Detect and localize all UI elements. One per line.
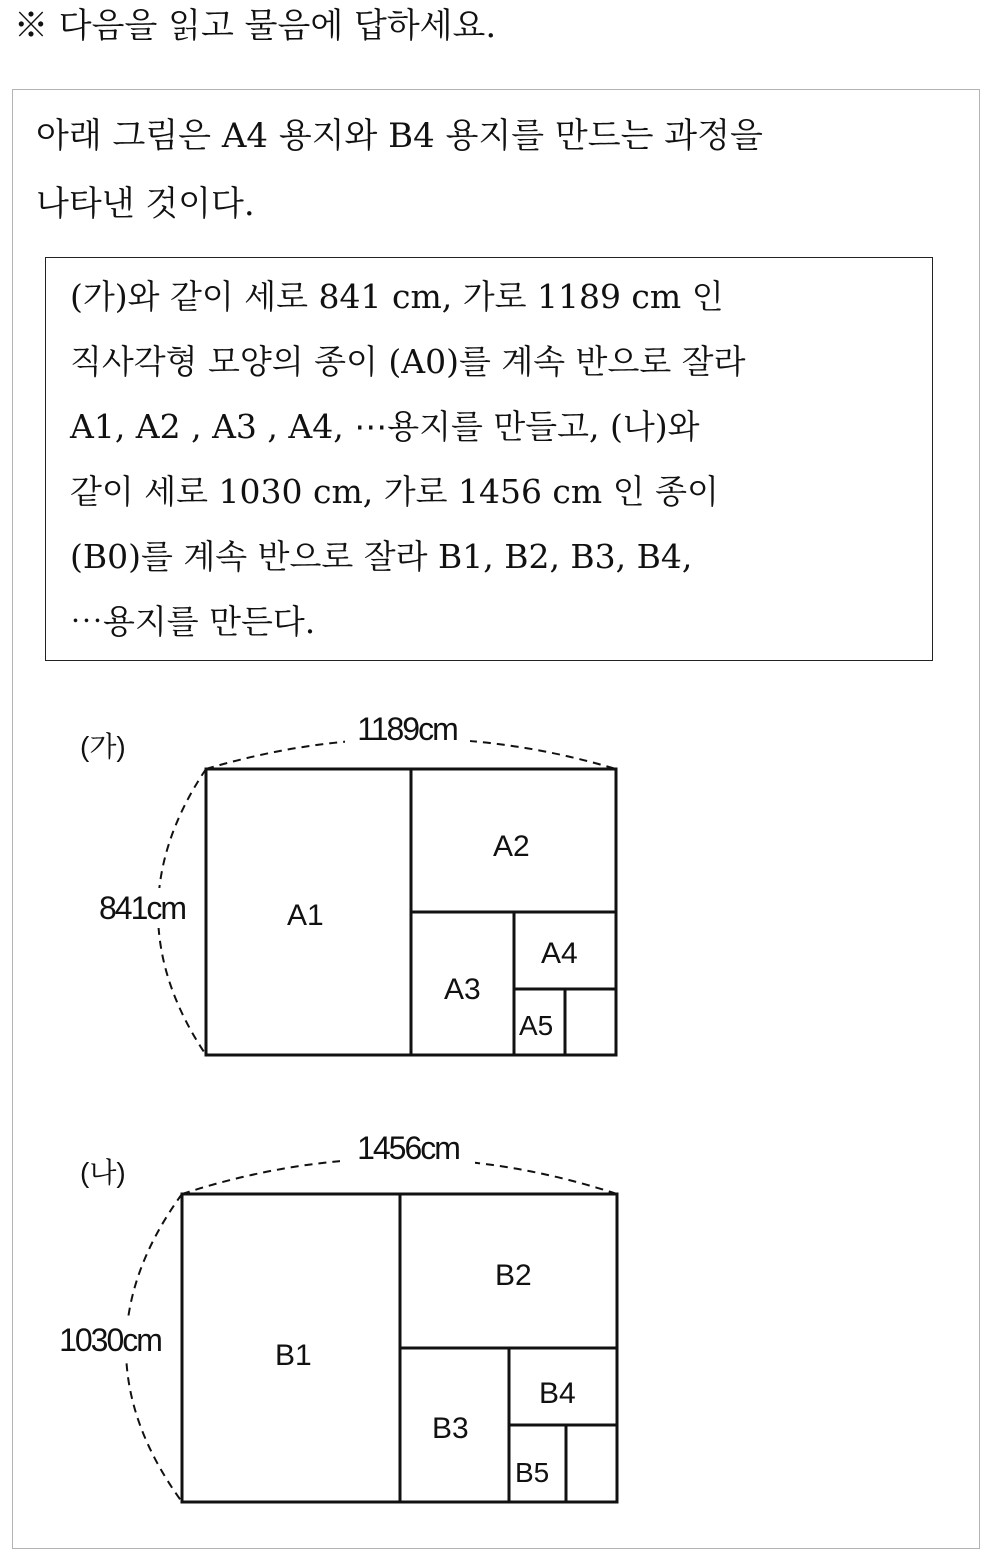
figure-b-height-label: 1030cm bbox=[59, 1322, 161, 1358]
intro-line-1: 아래 그림은 A4 용지와 B4 용지를 만드는 과정을 bbox=[36, 116, 763, 156]
figure-a-paper-division bbox=[0, 690, 993, 1070]
label-a1: A1 bbox=[287, 899, 324, 932]
condition-box bbox=[45, 257, 933, 661]
label-b5: B5 bbox=[515, 1457, 550, 1488]
figure-b-tag: (나) bbox=[80, 1157, 126, 1188]
sheet-b6 bbox=[566, 1425, 617, 1502]
condition-line-5: (B0)를 계속 반으로 잘라 B1, B2, B3, B4, bbox=[70, 537, 693, 576]
label-b4: B4 bbox=[539, 1377, 576, 1410]
intro-line-2: 나타낸 것이다. bbox=[36, 184, 255, 224]
figure-b-rectangles bbox=[182, 1194, 617, 1502]
label-b2: B2 bbox=[495, 1259, 532, 1292]
figure-a-tag: (가) bbox=[80, 731, 126, 762]
figure-b-width-label: 1456cm bbox=[357, 1130, 459, 1166]
label-a5: A5 bbox=[519, 1010, 554, 1041]
figure-b-paper-division bbox=[0, 1115, 993, 1515]
figure-a-width-label: 1189cm bbox=[357, 711, 457, 747]
condition-line-1: (가)와 같이 세로 841 cm, 가로 1189 cm 인 bbox=[70, 277, 724, 316]
condition-line-3: A1, A2 , A3 , A4, ⋯용지를 만들고, (나)와 bbox=[70, 407, 700, 446]
condition-line-6: ⋯용지를 만든다. bbox=[70, 602, 316, 641]
instruction-text: ※ 다음을 읽고 물음에 답하세요. bbox=[14, 6, 497, 46]
figure-a-height-label: 841cm bbox=[98, 890, 186, 926]
sheet-a6 bbox=[565, 989, 616, 1055]
label-b3: B3 bbox=[432, 1412, 469, 1445]
label-a4: A4 bbox=[541, 937, 578, 970]
condition-line-2: 직사각형 모양의 종이 (A0)를 계속 반으로 잘라 bbox=[70, 342, 746, 381]
label-b1: B1 bbox=[275, 1339, 312, 1372]
label-a3: A3 bbox=[444, 973, 481, 1006]
label-a2: A2 bbox=[493, 830, 530, 863]
condition-line-4: 같이 세로 1030 cm, 가로 1456 cm 인 종이 bbox=[70, 472, 719, 511]
figure-a-rectangles bbox=[206, 769, 616, 1055]
